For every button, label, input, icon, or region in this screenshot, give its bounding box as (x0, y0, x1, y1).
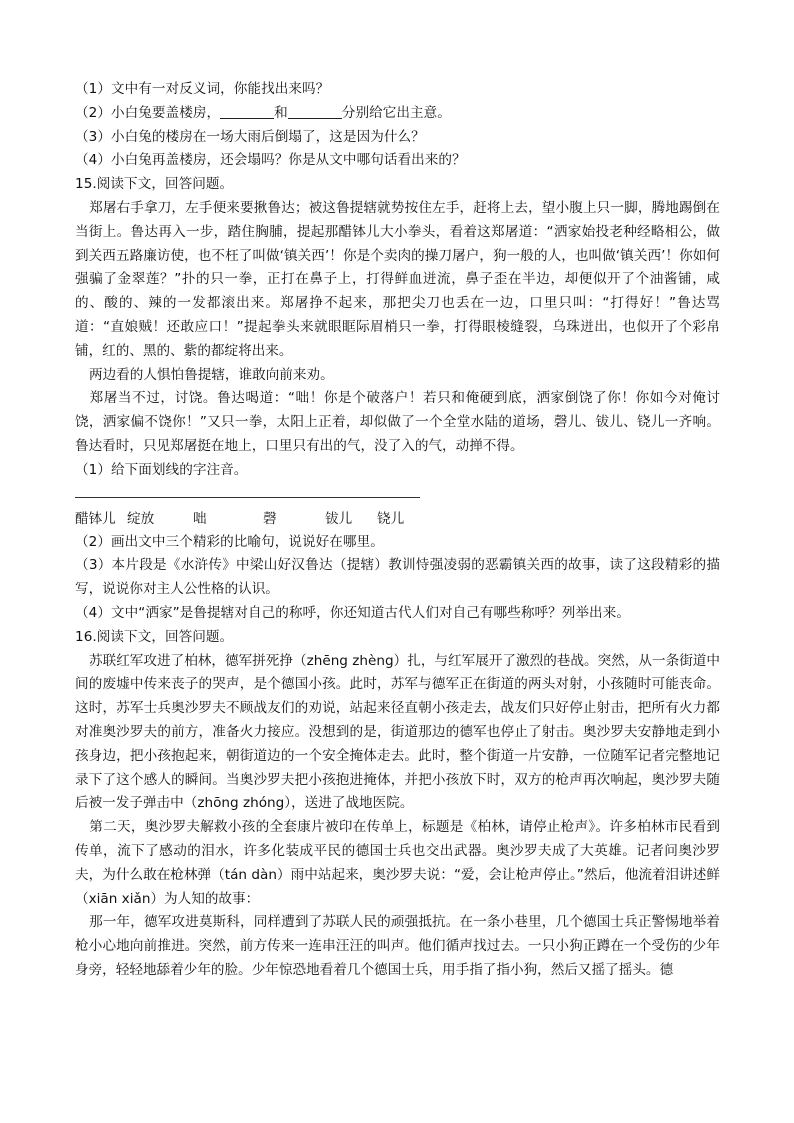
q15-paragraph-3: 郑屠当不过，讨饶。鲁达喝道：“咄！你是个破落户！若只和俺硬到底，洒家倒饶了你！你如今对俺讨饶，洒家偏不饶你！”又只一拳，太阳上正着，却似做了一个全堂水陆的道场，磬儿、钹儿、铙儿一齐响。鲁达看时，只见郑屠挺在地上，口里只有出的气，没了入的气，动掸不得。 (75, 390, 720, 454)
q15-paragraph-2: 两边看的人惧怕鲁提辖，谁敢向前来劝。 (89, 366, 334, 383)
q16-paragraph-3: 那一年，德军攻进莫斯科，同样遭到了苏联人民的顽强抵抗。在一条小巷里，几个德国士兵正警惕地举着枪小心地向前推进。突然，前方传来一连串汪汪的叫声。他们循声找过去。一只小狗正蹲在一个受伤的少年身旁，轻轻地舔着少年的脸。少年惊恐地看着几个德国士兵，用手指了指小狗，然后又摇了摇头。德 (75, 914, 720, 978)
q15-sub4: （4）文中“洒家”是鲁提辖对自己的称呼，你还知道古代人们对自己有哪些称呼？列举出来。 (75, 604, 630, 621)
pinyin-answer-rule (75, 497, 420, 498)
q15-paragraph-1: 郑屠右手拿刀，左手便来要揪鲁达；被这鲁提辖就势按住左手，赶将上去，望小腹上只一脚，腾地踢倒在当街上。鲁达再入一步，踏住胸脯，提起那醋钵儿大小拳头，看着这郑屠道：“洒家始投老种经略相公，做到关西五路廉访使，也不枉了叫做‘镇关西’！你是个卖肉的操刀屠户，狗一般的人，也叫做‘镇关西’！你如何强骗了金翠莲？”扑的只一拳，正打在鼻子上，打得鲜血迸流，鼻子歪在半边，却便似开了个油酱铺，咸的、酸的、辣的一发都滚出来。郑屠挣不起来，那把尖刀也丢在一边，口里只叫：“打得好！”鲁达骂道：“直娘贼！还敢应口！”提起拳头来就眼眶际眉梢只一拳，打得眼棱缝裂，乌珠迸出，也似开了个彩帛铺，红的、黑的、紫的都绽将出来。 (75, 199, 720, 359)
pinyin-word: 咄 (193, 510, 207, 527)
q15-sub1: （1）给下面划线的字注音。 (75, 461, 248, 478)
pinyin-word: 铙儿 (377, 510, 405, 527)
pinyin-words-row (75, 507, 720, 531)
answer-blank-1[interactable] (220, 104, 274, 119)
q16-heading: 16.阅读下文，回答问题。 (75, 628, 234, 645)
q15-heading: 15.阅读下文，回答问题。 (75, 176, 234, 193)
q14-sub2 (75, 102, 720, 126)
q16-paragraph-1: 苏联红军攻进了柏林，德军拼死挣（zhēng zhèng）扎，与红军展开了激烈的巷战。突然，从一条街道中间的废墟中传来丧子的哭声，是个德国小孩。此时，苏军与德军正在街道的两头对射，小孩随时可能丧命。这时，苏军士兵奥沙罗夫不顾战友们的劝说，站起来径直朝小孩走去，战友们只好停止射击，把所有火力都对准奥沙罗夫的前方，准备火力接应。没想到的是，街道那边的德军也停止了射击。奥沙罗夫安静地走到小孩身边，把小孩抱起来，朝街道边的一个安全掩体走去。此时，整个街道一片安静，一位随军记者完整地记录下了这个感人的瞬间。当奥沙罗夫把小孩抱进掩体，并把小孩放下时，双方的枪声再次响起，奥沙罗夫随后被一发子弹击中（zhōng zhóng），送进了战地医院。 (75, 652, 720, 812)
q14-sub4: （4）小白兔再盖楼房，还会塌吗？你是从文中哪句话看出来的？ (75, 152, 466, 169)
pinyin-word: 醋钵儿 (75, 510, 116, 527)
document-content (75, 78, 720, 983)
q15-sub2: （2）画出文中三个精彩的比喻句，说说好在哪里。 (75, 533, 384, 550)
q15-sub3: （3）本片段是《水浒传》中梁山好汉鲁达（提辖）教训恃强凌弱的恶霸镇关西的故事，读了这段精彩的描写，说说你对主人公性格的认识。 (75, 557, 720, 598)
pinyin-word: 钹儿 (325, 510, 353, 527)
pinyin-answer-line[interactable] (75, 483, 720, 507)
q14-sub3: （3）小白兔的楼房在一场大雨后倒塌了，这是因为什么？ (75, 128, 425, 145)
q14-sub2-mid: 和 (274, 104, 288, 121)
q14-sub1: （1）文中有一对反义词，你能找出来吗？ (75, 81, 330, 97)
q14-sub2-suffix: 分别给它出主意。 (341, 104, 451, 121)
q16-paragraph-2: 第二天，奥沙罗夫解救小孩的全套康片被印在传单上，标题是《柏林，请停止枪声》。许多柏林市民看到传单，流下了感动的泪水，许多化装成平民的德国士兵也交出武器。奥沙罗夫成了大英雄。记者问奥沙罗夫，为什么敢在枪林弹（tán dàn）雨中站起来，奥沙罗夫说：“爱，会让枪声停止。”然后，他流着泪讲述鲜（xiān xiǎn）为人知的故事： (75, 819, 720, 907)
q14-sub2-prefix: （2）小白兔要盖楼房， (75, 104, 221, 121)
answer-blank-2[interactable] (288, 104, 342, 119)
pinyin-word: 磬 (263, 510, 277, 527)
pinyin-word: 绽放 (127, 510, 155, 527)
